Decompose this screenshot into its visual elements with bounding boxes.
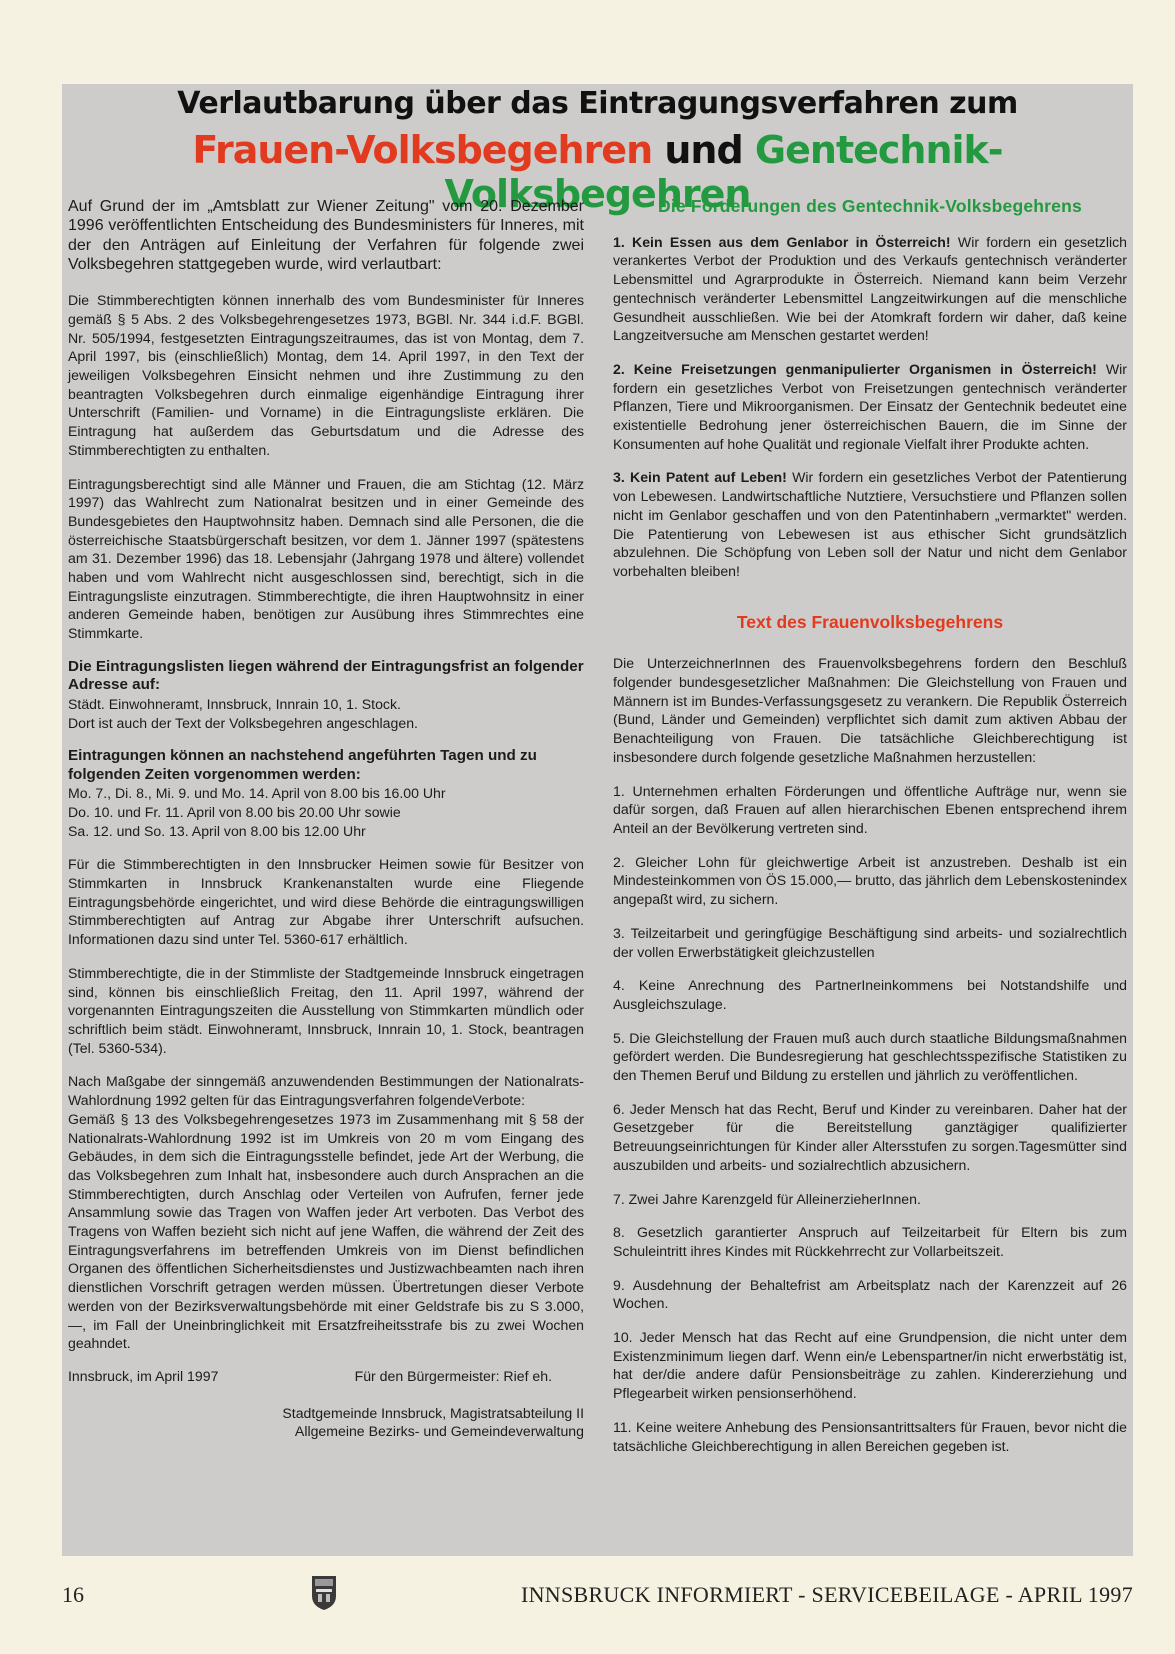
- demand-text: Wir fordern ein gesetzliches Verbot von Freisetzungen gentechnisch veränderter Pflanzen, Tiere und Mikroorganismen. Der Einsatz der Gentechnik bedeutet eine existentielle Bedrohung jener österreichischen Bauern, die im Sinne der Konsumenten auf hohe Qualität und regionale Vielfalt ihrer Produkte achten.: [613, 360, 1128, 452]
- authority-line: Stadtgemeinde Innsbruck, Magistratsabteilung II: [282, 1404, 584, 1421]
- paragraph: [68, 1072, 584, 1353]
- address-heading: Die Eintragungslisten liegen während der Eintragungsfrist an folgender Adresse auf:: [68, 657, 584, 694]
- page-number: 16: [62, 1582, 84, 1607]
- demand-item: [613, 468, 1127, 580]
- mayor-signature: Für den Bürgermeister: Rief eh.: [354, 1367, 552, 1384]
- left-column: [68, 197, 584, 1441]
- demand-title: 3. Kein Patent auf Leben!: [613, 469, 787, 486]
- times-line: Do. 10. und Fr. 11. April von 8.00 bis 20.00 Uhr sowie: [68, 803, 401, 820]
- demand-text: Wir fordern ein gesetzlich verankertes Verbot der Produktion und des Verkaufs gentechnisch veränderter Lebensmittel und Agrarprodukte in Österreich. Niemand kann beim Verzehr gentechnisch veränderter Lebensmittel Langzeitwirkungen auf die menschliche Gesundheit ausschließen. Wie bei der Atomkraft fordern wir daher, daß keine Langzeitversuche am Menschen gestartet werden!: [613, 233, 1127, 344]
- right-column: [613, 197, 1127, 1470]
- paragraph: Die Stimmberechtigten können innerhalb des vom Bundesminister für Inneres gemäß § 5 Abs. 2 des Volksbegehrengesetzes 1973, BGBl. Nr. 344 i.d.F. BGBl. Nr. 505/1994, festgesetzten Eintragungszeitraumes, das ist von Montag, dem 7. April 1997, bis (einschließlich) Montag, dem 14. April 1997, in den Text der jeweiligen Volksbegehren Einsicht nehmen und ihre Zustimmung zu den beantragten Volksbegehren durch einmalige eigenhändige Eintragung ihrer Unterschrift (Familien- und Vorname) in die Eintragungsliste erklären. Die Eintragung hat außerdem das Geburtsdatum und die Adresse des Stimmberechtigten zu enthalten.: [68, 292, 584, 458]
- paragraph-part: Nach Maßgabe der sinngemäß anzuwendenden Bestimmungen der Nationalrats-Wahlordnung 1992 gelten für das Eintragungsverfahren folgendeVerbote:: [68, 1073, 584, 1109]
- frauen-item: 4. Keine Anrechnung des PartnerIneinkommens bei Notstandshilfe und Ausgleichszulage.: [613, 977, 1127, 1012]
- frauen-item: 3. Teilzeitarbeit und geringfügige Beschäftigung sind arbeits- und sozialrechtlich der vollen Erwerbstätigkeit gleichzustellen: [613, 924, 1127, 960]
- page-footer: [0, 1582, 1175, 1622]
- times-line: Mo. 7., Di. 8., Mi. 9. und Mo. 14. April von 8.00 bis 16.00 Uhr: [68, 785, 446, 802]
- frauen-item: 11. Keine weitere Anhebung des Pensionsantrittsalters für Frauen, bevor nicht die tatsächliche Gleichberechtigung in allen Bereichen gegeben ist.: [613, 1418, 1127, 1454]
- headline-gentechnik: Gentechnik-Volksbegehren: [444, 128, 1003, 216]
- headline-and: und: [664, 128, 743, 172]
- demand-item: [613, 233, 1127, 345]
- headline-frauen: Frauen-Volksbegehren: [192, 128, 653, 172]
- demand-item: [613, 360, 1127, 454]
- frauen-item: 6. Jeder Mensch hat das Recht, Beruf und Kinder zu vereinbaren. Daher hat der Gesetzgeber für die Bereitstellung ganztägiger qualifizierter Betreuungseinrichtungen für Kinder aller Altersstufen zu sorgen.Tagesmütter sind auszubilden und arbeits- und sozialrechtlich abzusichern.: [613, 1100, 1127, 1173]
- paragraph: Eintragungsberechtigt sind alle Männer und Frauen, die am Stichtag (12. März 1997) das Wahlrecht zum Nationalrat besitzen und in einer Gemeinde des Bundesgebietes den Hauptwohnsitz haben. Demnach sind alle Personen, die die österreichische Staatsbürgerschaft besitzen, vor dem 1. Jänner 1997 (spätestens am 31. Dezember 1996) das 18. Lebensjahr (Jahrgang 1978 und ältere) vollendet haben und vom Wahlrecht nicht ausgeschlossen sind, berechtigt, sich in die Eintragungsliste einzutragen. Stimmberechtigte, die ihren Hauptwohnsitz in einer anderen Gemeinde haben, benötigen zur Ausübung ihres Stimmrechtes eine Stimmkarte.: [68, 475, 584, 642]
- frauen-heading: Text des Frauenvolksbegehrens: [736, 611, 1004, 632]
- frauen-item: 5. Die Gleichstellung der Frauen muß auch durch staatliche Bildungsmaßnahmen gefördert werden. Die Bundesregierung hat geschlechtsspezifische Statistiken zu den Themen Beruf und Bildung zu erstellen und jährlich zu veröffentlichen.: [613, 1029, 1127, 1084]
- gentechnik-heading: Die Forderungen des Gentechnik-Volksbegehrens: [658, 196, 1082, 216]
- times-block: [68, 747, 584, 840]
- demand-title: 1. Kein Essen aus dem Genlabor in Österreich!: [613, 233, 951, 250]
- frauen-item: 7. Zwei Jahre Karenzgeld für AlleinerzieherInnen.: [613, 1190, 921, 1207]
- times-heading: Eintragungen können an nachstehend angeführten Tagen und zu folgenden Zeiten vorgenommen werden:: [68, 747, 537, 783]
- demand-text: Wir fordern ein gesetzliches Verbot der Patentierung von Lebewesen. Landwirtschaftliche Nutztiere, Versuchstiere und Pflanzen sollen nicht im Genlabor geschaffen und von den Patentinhabern „vermarktet" werden. Die Patentierung von Lebewesen ist aus ethischer Sicht grundsätzlich abzulehnen. Die Schöpfung von Leben soll der Natur und nicht dem Genlabor vorbehalten bleiben!: [613, 469, 1127, 579]
- address-block: [68, 658, 584, 732]
- intro-paragraph: Auf Grund der im „Amtsblatt zur Wiener Zeitung" vom 20. Dezember 1996 veröffentlichten Entscheidung des Bundesministers für Inneres, mit der den Anträgen auf Einleitung der Verfahren für folgende zwei Volksbegehren stattgegeben wurde, wird verlautbart:: [68, 198, 584, 273]
- paragraph-part: Gemäß § 13 des Volksbegehrengesetzes 1973 im Zusammenhang mit § 58 der Nationalrats-Wahlordnung 1992 ist im Umkreis von 20 m vom Eingang des Gebäudes, in dem sich die Eintragungsstelle befindet, jede Art der Werbung, die das Volksbegehren zum Inhalt hat, insbesondere auch durch Ansprachen an die Stimmberechtigten, durch Anschlag oder Verteilen von Aufrufen, ferner jede Ansammlung sowie das Tragen von Waffen jeder Art verboten. Das Verbot des Tragens von Waffen bezieht sich nicht auf jene Waffen, die während der Zeit des Eintragungsverfahrens im betreffenden Umkreis von im Dienst befindlichen Organen des öffentlichen Sicherheitsdienstes und Justizwachbeamten nach ihren dienstlichen Vorschrift getragen werden müssen. Übertretungen dieser Verbote werden von der Bezirksverwaltungsbehörde mit einer Geldstrafe bis zu S 3.000,—, im Fall der Uneinbringlichkeit mit Ersatzfreiheitsstrafe bis zu zwei Wochen geahndet.: [68, 1110, 584, 1352]
- address-line: Städt. Einwohneramt, Innsbruck, Innrain 10, 1. Stock.: [68, 695, 401, 712]
- frauen-intro: Die UnterzeichnerInnen des Frauenvolksbegehrens fordern den Beschluß folgender bundesgesetzlicher Maßnahmen: Die Gleichstellung von Frauen und Männern ist im Bundes-Verfassungsgesetz zu verankern. Die Republik Österreich (Bund, Länder und Gemeinden) verpflichtet sich damit zum aktiven Abbau der Benachteiligung von Frauen. Die tatsächliche Gleichberechtigung ist insbesondere durch folgende gesetzliche Maßnahmen herzustellen:: [613, 655, 1127, 765]
- frauen-item: 10. Jeder Mensch hat das Recht auf eine Grundpension, die nicht unter dem Existenzminimum liegen darf. Wenn ein/e Lebenspartner/in nicht erwerbstätig ist, hat der/die andere dafür Pensionsbeiträge zu zahlen. Kindererziehung und Pflegearbeit wirken pensionserhöhend.: [613, 1329, 1127, 1402]
- frauen-item: 2. Gleicher Lohn für gleichwertige Arbeit ist anzustreben. Deshalb ist ein Mindesteinkommen von ÖS 15.000,— brutto, das jährlich dem Lebenskostenindex angepaßt wird, zu sichern.: [613, 853, 1127, 908]
- publication-title: INNSBRUCK INFORMIERT - SERVICEBEILAGE - APRIL 1997: [520, 1582, 1133, 1607]
- frauen-item: 8. Gesetzlich garantierter Anspruch auf Teilzeitarbeit für Eltern bis zum Schuleintritt ihres Kindes mit Rückkehrrecht zur Vollarbeitszeit.: [613, 1224, 1127, 1259]
- authority-line: Allgemeine Bezirks- und Gemeindeverwaltung: [294, 1423, 584, 1440]
- headline-line1: Verlautbarung über das Eintragungsverfahren zum: [177, 86, 1018, 121]
- address-line: Dort ist auch der Text der Volksbegehren angeschlagen.: [68, 714, 418, 731]
- frauen-item: 9. Ausdehnung der Behaltefrist am Arbeitsplatz nach der Karenzzeit auf 26 Wochen.: [613, 1276, 1127, 1312]
- frauen-item: 1. Unternehmen erhalten Förderungen und öffentliche Aufträge nur, wenn sie dafür sorgen, daß Frauen auf allen hierarchischen Ebenen entsprechend ihrem Anteil an der Bevölkerung vertreten sind.: [613, 782, 1127, 836]
- city-crest-icon: [310, 1574, 338, 1612]
- demand-title: 2. Keine Freisetzungen genmanipulierter Organismen in Österreich!: [613, 360, 1097, 377]
- paragraph: Für die Stimmberechtigten in den Innsbrucker Heimen sowie für Besitzer von Stimmkarten in Innsbruck Krankenanstalten wurde eine Fliegende Eintragungsbehörde eingerichtet, und wird diese Behörde die eintragungswilligen Stimmberechtigten auf Antrag zur Abgabe ihrer Unterschrift aufsuchen. Informationen dazu sind unter Tel. 5360-617 erhältlich.: [68, 856, 584, 948]
- signature-row: [68, 1367, 584, 1386]
- times-line: Sa. 12. und So. 13. April von 8.00 bis 12.00 Uhr: [68, 822, 366, 839]
- authority-block: [68, 1404, 584, 1441]
- place-date: Innsbruck, im April 1997: [68, 1367, 219, 1384]
- paragraph: Stimmberechtigte, die in der Stimmliste der Stadtgemeinde Innsbruck eingetragen sind, können bis einschließlich Freitag, den 11. April 1997, während der vorgenannten Eintragungszeiten die Ausstellung von Stimmkarten mündlich oder schriftlich beim städt. Einwohneramt, Innsbruck, Innrain 10, 1. Stock, beantragen (Tel. 5360-534).: [68, 964, 584, 1056]
